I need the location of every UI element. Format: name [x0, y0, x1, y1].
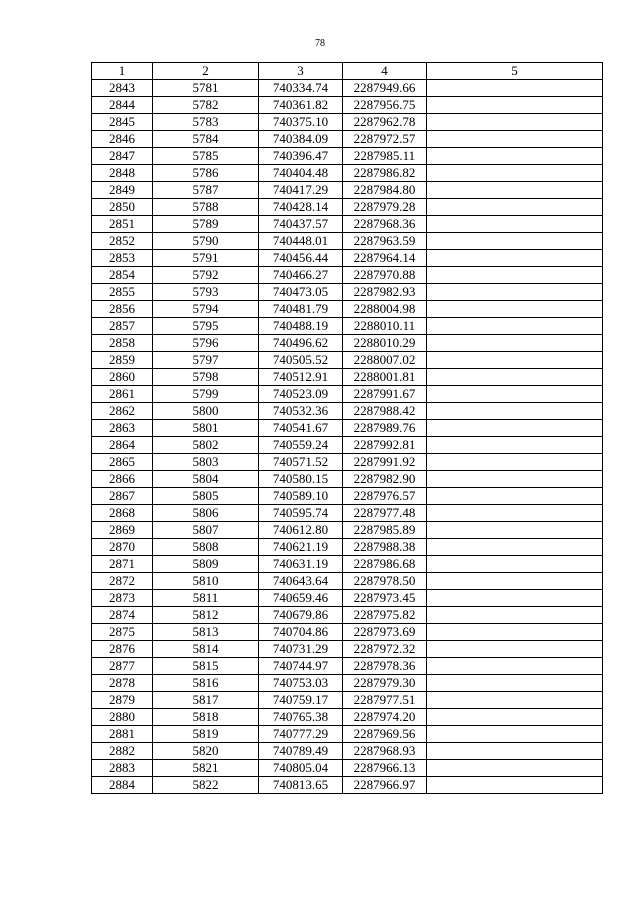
x-coordinate-cell: 740532.36: [259, 403, 343, 420]
table-row: [92, 216, 603, 233]
table-row: [92, 539, 603, 556]
note-cell: [427, 777, 603, 794]
note-cell: [427, 267, 603, 284]
point-number-cell: 2867: [92, 488, 153, 505]
note-cell: [427, 233, 603, 250]
y-coordinate-cell: 2287979.30: [343, 675, 427, 692]
point-number-cell: 2880: [92, 709, 153, 726]
point-id-cell: 5815: [153, 658, 259, 675]
note-cell: [427, 437, 603, 454]
note-cell: [427, 318, 603, 335]
note-cell: [427, 471, 603, 488]
note-cell: [427, 369, 603, 386]
table-row: [92, 437, 603, 454]
point-number-cell: 2861: [92, 386, 153, 403]
note-cell: [427, 692, 603, 709]
y-coordinate-cell: 2287976.57: [343, 488, 427, 505]
note-cell: [427, 522, 603, 539]
note-cell: [427, 726, 603, 743]
point-id-cell: 5817: [153, 692, 259, 709]
point-number-cell: 2854: [92, 267, 153, 284]
table-row: [92, 301, 603, 318]
table-header-row: [92, 63, 603, 80]
table-row: [92, 556, 603, 573]
table-row: [92, 675, 603, 692]
point-id-cell: 5791: [153, 250, 259, 267]
table-row: [92, 522, 603, 539]
point-id-cell: 5803: [153, 454, 259, 471]
point-id-cell: 5805: [153, 488, 259, 505]
column-header-1: 1: [92, 63, 153, 80]
x-coordinate-cell: 740580.15: [259, 471, 343, 488]
x-coordinate-cell: 740813.65: [259, 777, 343, 794]
note-cell: [427, 607, 603, 624]
y-coordinate-cell: 2287949.66: [343, 80, 427, 97]
note-cell: [427, 352, 603, 369]
note-cell: [427, 539, 603, 556]
point-id-cell: 5818: [153, 709, 259, 726]
point-id-cell: 5804: [153, 471, 259, 488]
y-coordinate-cell: 2288010.29: [343, 335, 427, 352]
table-row: [92, 624, 603, 641]
point-id-cell: 5795: [153, 318, 259, 335]
point-id-cell: 5782: [153, 97, 259, 114]
y-coordinate-cell: 2287966.97: [343, 777, 427, 794]
x-coordinate-cell: 740375.10: [259, 114, 343, 131]
point-id-cell: 5792: [153, 267, 259, 284]
y-coordinate-cell: 2288007.02: [343, 352, 427, 369]
note-cell: [427, 335, 603, 352]
y-coordinate-cell: 2287979.28: [343, 199, 427, 216]
point-id-cell: 5793: [153, 284, 259, 301]
y-coordinate-cell: 2287986.68: [343, 556, 427, 573]
x-coordinate-cell: 740512.91: [259, 369, 343, 386]
note-cell: [427, 386, 603, 403]
note-cell: [427, 80, 603, 97]
table-row: [92, 692, 603, 709]
y-coordinate-cell: 2287969.56: [343, 726, 427, 743]
x-coordinate-cell: 740571.52: [259, 454, 343, 471]
note-cell: [427, 199, 603, 216]
point-id-cell: 5809: [153, 556, 259, 573]
x-coordinate-cell: 740744.97: [259, 658, 343, 675]
x-coordinate-cell: 740481.79: [259, 301, 343, 318]
x-coordinate-cell: 740496.62: [259, 335, 343, 352]
column-header-4: 4: [343, 63, 427, 80]
table-row: [92, 658, 603, 675]
table-row: [92, 590, 603, 607]
x-coordinate-cell: 740448.01: [259, 233, 343, 250]
x-coordinate-cell: 740704.86: [259, 624, 343, 641]
x-coordinate-cell: 740505.52: [259, 352, 343, 369]
point-number-cell: 2857: [92, 318, 153, 335]
point-number-cell: 2858: [92, 335, 153, 352]
y-coordinate-cell: 2287972.32: [343, 641, 427, 658]
point-id-cell: 5788: [153, 199, 259, 216]
y-coordinate-cell: 2287991.92: [343, 454, 427, 471]
table-row: [92, 573, 603, 590]
point-id-cell: 5786: [153, 165, 259, 182]
y-coordinate-cell: 2287985.11: [343, 148, 427, 165]
y-coordinate-cell: 2287968.36: [343, 216, 427, 233]
point-number-cell: 2882: [92, 743, 153, 760]
y-coordinate-cell: 2287984.80: [343, 182, 427, 199]
point-number-cell: 2856: [92, 301, 153, 318]
table-row: [92, 488, 603, 505]
point-id-cell: 5798: [153, 369, 259, 386]
x-coordinate-cell: 740805.04: [259, 760, 343, 777]
point-id-cell: 5820: [153, 743, 259, 760]
point-id-cell: 5806: [153, 505, 259, 522]
point-id-cell: 5784: [153, 131, 259, 148]
note-cell: [427, 556, 603, 573]
y-coordinate-cell: 2287978.50: [343, 573, 427, 590]
note-cell: [427, 420, 603, 437]
note-cell: [427, 165, 603, 182]
table-row: [92, 318, 603, 335]
table-row: [92, 352, 603, 369]
point-number-cell: 2849: [92, 182, 153, 199]
point-number-cell: 2870: [92, 539, 153, 556]
table-row: [92, 250, 603, 267]
point-number-cell: 2844: [92, 97, 153, 114]
table-row: [92, 726, 603, 743]
x-coordinate-cell: 740589.10: [259, 488, 343, 505]
table-row: [92, 165, 603, 182]
point-number-cell: 2865: [92, 454, 153, 471]
point-number-cell: 2874: [92, 607, 153, 624]
point-id-cell: 5790: [153, 233, 259, 250]
x-coordinate-cell: 740541.67: [259, 420, 343, 437]
y-coordinate-cell: 2287986.82: [343, 165, 427, 182]
x-coordinate-cell: 740753.03: [259, 675, 343, 692]
note-cell: [427, 131, 603, 148]
table-row: [92, 777, 603, 794]
y-coordinate-cell: 2287977.48: [343, 505, 427, 522]
y-coordinate-cell: 2287985.89: [343, 522, 427, 539]
point-number-cell: 2848: [92, 165, 153, 182]
point-number-cell: 2853: [92, 250, 153, 267]
point-id-cell: 5807: [153, 522, 259, 539]
column-header-3: 3: [259, 63, 343, 80]
point-id-cell: 5802: [153, 437, 259, 454]
note-cell: [427, 760, 603, 777]
note-cell: [427, 97, 603, 114]
y-coordinate-cell: 2288004.98: [343, 301, 427, 318]
point-number-cell: 2878: [92, 675, 153, 692]
point-number-cell: 2846: [92, 131, 153, 148]
point-id-cell: 5814: [153, 641, 259, 658]
point-number-cell: 2859: [92, 352, 153, 369]
y-coordinate-cell: 2287973.69: [343, 624, 427, 641]
point-number-cell: 2862: [92, 403, 153, 420]
point-id-cell: 5797: [153, 352, 259, 369]
table-row: [92, 743, 603, 760]
note-cell: [427, 641, 603, 658]
x-coordinate-cell: 740765.38: [259, 709, 343, 726]
point-number-cell: 2871: [92, 556, 153, 573]
point-number-cell: 2876: [92, 641, 153, 658]
point-number-cell: 2851: [92, 216, 153, 233]
point-number-cell: 2869: [92, 522, 153, 539]
y-coordinate-cell: 2287968.93: [343, 743, 427, 760]
x-coordinate-cell: 740595.74: [259, 505, 343, 522]
point-id-cell: 5799: [153, 386, 259, 403]
point-number-cell: 2845: [92, 114, 153, 131]
point-id-cell: 5801: [153, 420, 259, 437]
column-header-2: 2: [153, 63, 259, 80]
x-coordinate-cell: 740456.44: [259, 250, 343, 267]
point-number-cell: 2860: [92, 369, 153, 386]
table-row: [92, 233, 603, 250]
y-coordinate-cell: 2287982.93: [343, 284, 427, 301]
y-coordinate-cell: 2288001.81: [343, 369, 427, 386]
table-row: [92, 386, 603, 403]
x-coordinate-cell: 740466.27: [259, 267, 343, 284]
note-cell: [427, 148, 603, 165]
y-coordinate-cell: 2287978.36: [343, 658, 427, 675]
x-coordinate-cell: 740404.48: [259, 165, 343, 182]
note-cell: [427, 488, 603, 505]
point-number-cell: 2883: [92, 760, 153, 777]
y-coordinate-cell: 2287974.20: [343, 709, 427, 726]
y-coordinate-cell: 2287963.59: [343, 233, 427, 250]
note-cell: [427, 403, 603, 420]
x-coordinate-cell: 740621.19: [259, 539, 343, 556]
point-id-cell: 5808: [153, 539, 259, 556]
y-coordinate-cell: 2287956.75: [343, 97, 427, 114]
table-row: [92, 284, 603, 301]
note-cell: [427, 658, 603, 675]
y-coordinate-cell: 2287970.88: [343, 267, 427, 284]
y-coordinate-cell: 2287964.14: [343, 250, 427, 267]
column-header-5: 5: [427, 63, 603, 80]
x-coordinate-cell: 740631.19: [259, 556, 343, 573]
coordinates-table: [91, 62, 603, 794]
note-cell: [427, 114, 603, 131]
table-row: [92, 641, 603, 658]
point-id-cell: 5789: [153, 216, 259, 233]
note-cell: [427, 505, 603, 522]
point-id-cell: 5816: [153, 675, 259, 692]
table-row: [92, 471, 603, 488]
point-number-cell: 2884: [92, 777, 153, 794]
x-coordinate-cell: 740523.09: [259, 386, 343, 403]
x-coordinate-cell: 740643.64: [259, 573, 343, 590]
y-coordinate-cell: 2287966.13: [343, 760, 427, 777]
y-coordinate-cell: 2287991.67: [343, 386, 427, 403]
x-coordinate-cell: 740384.09: [259, 131, 343, 148]
point-number-cell: 2879: [92, 692, 153, 709]
y-coordinate-cell: 2288010.11: [343, 318, 427, 335]
y-coordinate-cell: 2287962.78: [343, 114, 427, 131]
note-cell: [427, 182, 603, 199]
point-number-cell: 2881: [92, 726, 153, 743]
point-id-cell: 5822: [153, 777, 259, 794]
y-coordinate-cell: 2287988.38: [343, 539, 427, 556]
point-id-cell: 5821: [153, 760, 259, 777]
x-coordinate-cell: 740473.05: [259, 284, 343, 301]
page-number: 78: [315, 38, 325, 49]
note-cell: [427, 284, 603, 301]
table-row: [92, 607, 603, 624]
point-id-cell: 5810: [153, 573, 259, 590]
x-coordinate-cell: 740428.14: [259, 199, 343, 216]
point-id-cell: 5819: [153, 726, 259, 743]
point-id-cell: 5812: [153, 607, 259, 624]
table-row: [92, 369, 603, 386]
table-row: [92, 454, 603, 471]
point-id-cell: 5796: [153, 335, 259, 352]
point-number-cell: 2852: [92, 233, 153, 250]
table-row: [92, 335, 603, 352]
table-row: [92, 97, 603, 114]
x-coordinate-cell: 740612.80: [259, 522, 343, 539]
point-number-cell: 2868: [92, 505, 153, 522]
y-coordinate-cell: 2287977.51: [343, 692, 427, 709]
point-number-cell: 2872: [92, 573, 153, 590]
point-id-cell: 5787: [153, 182, 259, 199]
point-id-cell: 5813: [153, 624, 259, 641]
y-coordinate-cell: 2287989.76: [343, 420, 427, 437]
y-coordinate-cell: 2287992.81: [343, 437, 427, 454]
table-row: [92, 505, 603, 522]
table-row: [92, 199, 603, 216]
x-coordinate-cell: 740396.47: [259, 148, 343, 165]
note-cell: [427, 743, 603, 760]
note-cell: [427, 590, 603, 607]
table-row: [92, 403, 603, 420]
point-id-cell: 5781: [153, 80, 259, 97]
table-row: [92, 182, 603, 199]
x-coordinate-cell: 740488.19: [259, 318, 343, 335]
x-coordinate-cell: 740731.29: [259, 641, 343, 658]
point-number-cell: 2863: [92, 420, 153, 437]
point-id-cell: 5794: [153, 301, 259, 318]
note-cell: [427, 624, 603, 641]
table-row: [92, 148, 603, 165]
point-id-cell: 5783: [153, 114, 259, 131]
x-coordinate-cell: 740334.74: [259, 80, 343, 97]
y-coordinate-cell: 2287988.42: [343, 403, 427, 420]
note-cell: [427, 709, 603, 726]
point-number-cell: 2864: [92, 437, 153, 454]
point-id-cell: 5800: [153, 403, 259, 420]
x-coordinate-cell: 740777.29: [259, 726, 343, 743]
note-cell: [427, 250, 603, 267]
table-row: [92, 709, 603, 726]
table-row: [92, 760, 603, 777]
y-coordinate-cell: 2287975.82: [343, 607, 427, 624]
x-coordinate-cell: 740417.29: [259, 182, 343, 199]
point-id-cell: 5811: [153, 590, 259, 607]
point-number-cell: 2873: [92, 590, 153, 607]
table-row: [92, 114, 603, 131]
point-number-cell: 2843: [92, 80, 153, 97]
note-cell: [427, 675, 603, 692]
note-cell: [427, 301, 603, 318]
point-number-cell: 2855: [92, 284, 153, 301]
table-row: [92, 267, 603, 284]
point-number-cell: 2866: [92, 471, 153, 488]
point-number-cell: 2847: [92, 148, 153, 165]
point-number-cell: 2875: [92, 624, 153, 641]
table-row: [92, 80, 603, 97]
y-coordinate-cell: 2287982.90: [343, 471, 427, 488]
x-coordinate-cell: 740679.86: [259, 607, 343, 624]
point-number-cell: 2877: [92, 658, 153, 675]
note-cell: [427, 216, 603, 233]
note-cell: [427, 573, 603, 590]
x-coordinate-cell: 740361.82: [259, 97, 343, 114]
x-coordinate-cell: 740559.24: [259, 437, 343, 454]
x-coordinate-cell: 740759.17: [259, 692, 343, 709]
y-coordinate-cell: 2287972.57: [343, 131, 427, 148]
point-id-cell: 5785: [153, 148, 259, 165]
table-row: [92, 131, 603, 148]
y-coordinate-cell: 2287973.45: [343, 590, 427, 607]
table-body: [92, 80, 603, 794]
x-coordinate-cell: 740789.49: [259, 743, 343, 760]
note-cell: [427, 454, 603, 471]
x-coordinate-cell: 740659.46: [259, 590, 343, 607]
table-row: [92, 420, 603, 437]
x-coordinate-cell: 740437.57: [259, 216, 343, 233]
point-number-cell: 2850: [92, 199, 153, 216]
